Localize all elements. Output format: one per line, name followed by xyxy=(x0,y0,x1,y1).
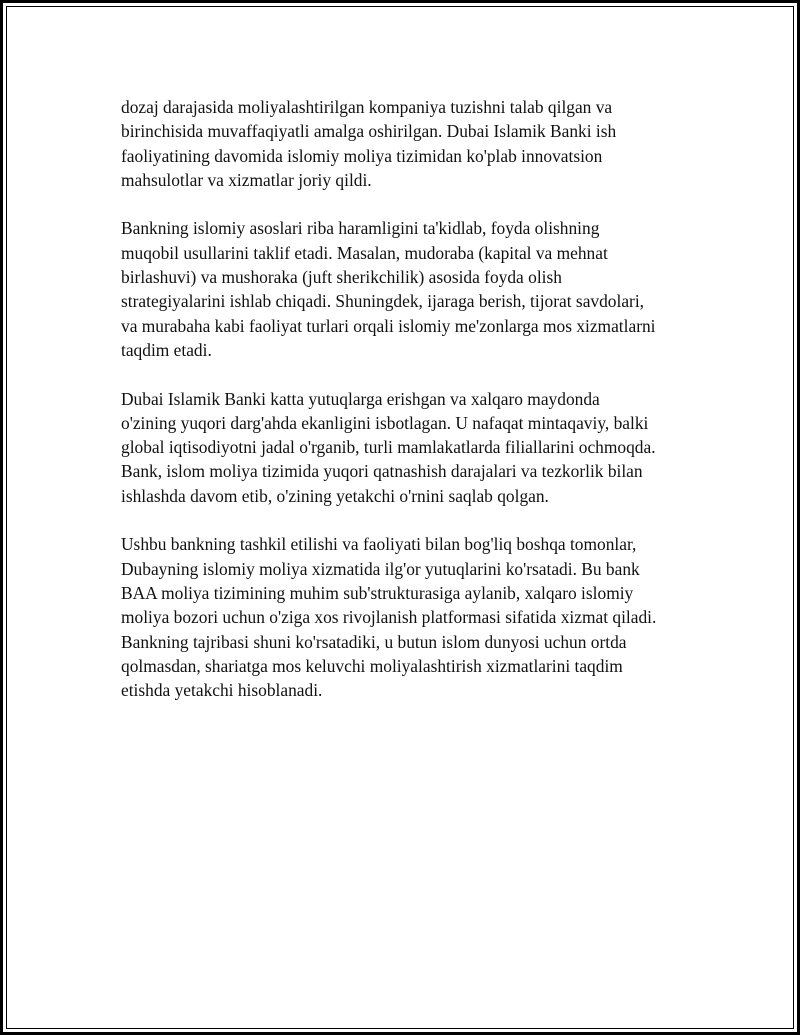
text-line: Bankning tajribasi shuni ko'rsatadiki, u butun islom dunyosi uchun ortda xyxy=(121,631,627,652)
text-line: muqobil usullarini taklif etadi. Masalan, mudoraba (kapital va mehnat xyxy=(121,242,608,263)
text-line: Bankning islomiy asoslari riba haramligini ta'kidlab, foyda olishning xyxy=(121,218,600,239)
text-line: etishda yetakchi hisoblanadi. xyxy=(121,680,323,701)
paragraph-2 xyxy=(121,216,707,362)
text-line: strategiyalarini ishlab chiqadi. Shuningdek, ijaraga berish, tijorat savdolari, xyxy=(121,291,645,312)
text-line: birinchisida muvaffaqiyatli amalga oshirilgan. Dubai Islamik Banki ish xyxy=(121,121,617,142)
text-line: Dubayning islomiy moliya xizmatida ilg'or yutuqlarini ko'rsatadi. Bu bank xyxy=(121,558,640,579)
text-line: qolmasdan, shariatga mos keluvchi moliyalashtirish xizmatlarini taqdim xyxy=(121,655,623,676)
text-line: BAA moliya tizimining muhim sub'strukturasiga aylanib, xalqaro islomiy xyxy=(121,582,634,603)
text-line: taqdim etadi. xyxy=(121,339,212,360)
document-body xyxy=(121,95,707,727)
text-line: o'zining yuqori darg'ahda ekanligini isbotlagan. U nafaqat mintaqaviy, balki xyxy=(121,412,649,433)
text-line: Ushbu bankning tashkil etilishi va faoliyati bilan bog'liq boshqa tomonlar, xyxy=(121,534,637,555)
paragraph-1 xyxy=(121,95,707,192)
text-line: Dubai Islamik Banki katta yutuqlarga erishgan va xalqaro maydonda xyxy=(121,388,600,409)
text-line: Bank, islom moliya tizimida yuqori qatnashish darajalari va tezkorlik bilan xyxy=(121,461,643,482)
text-line: dozaj darajasida moliyalashtirilgan kompaniya tuzishni talab qilgan va xyxy=(121,97,613,117)
text-line: birlashuvi) va mushoraka (juft sherikchilik) asosida foyda olish xyxy=(121,267,562,288)
text-line: va murabaha kabi faoliyat turlari orqali islomiy me'zonlarga mos xizmatlarni xyxy=(121,315,656,336)
text-line: global iqtisodiyotni jadal o'rganib, turli mamlakatlarda filiallarini ochmoqda. xyxy=(121,437,656,458)
paragraph-3 xyxy=(121,387,707,508)
text-line: mahsulotlar va xizmatlar joriy qildi. xyxy=(121,169,372,190)
text-line: faoliyatining davomida islomiy moliya tizimidan ko'plab innovatsion xyxy=(121,145,603,166)
text-line: moliya bozori uchun o'ziga xos rivojlanish platformasi sifatida xizmat qiladi. xyxy=(121,607,657,628)
paragraph-4 xyxy=(121,532,707,702)
text-line: ishlashda davom etib, o'zining yetakchi o'rnini saqlab qolgan. xyxy=(121,485,549,506)
